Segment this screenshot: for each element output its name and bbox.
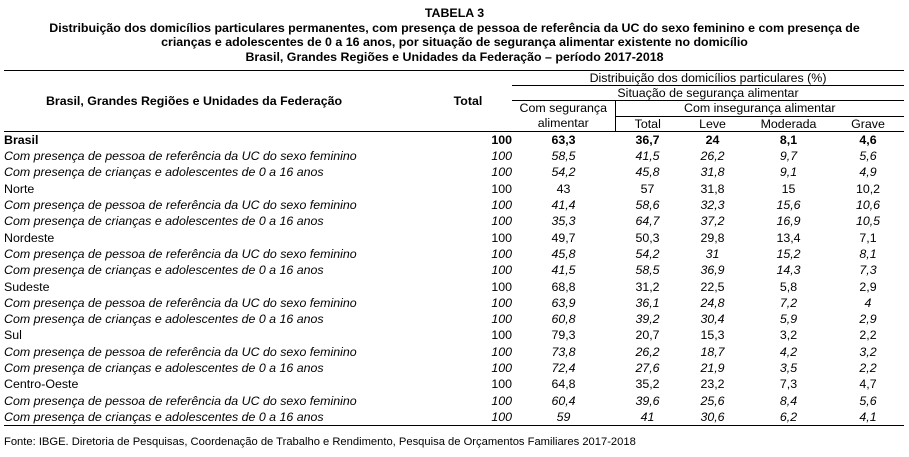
cell-grave: 7,1 — [859, 230, 877, 245]
table-row — [4, 360, 904, 376]
cell-grave: 2,9 — [859, 312, 877, 327]
cell-inseguranca-total: 26,2 — [635, 344, 660, 359]
cell-grave: 10,5 — [855, 214, 881, 229]
cell-moderada: 16,9 — [776, 214, 801, 229]
cell-moderada: 8,4 — [779, 393, 798, 408]
row-sublabel: Com presença de pessoa de referência da UC do sexo feminino — [4, 246, 357, 261]
table-number: TABELA 3 — [424, 6, 485, 20]
cell-com-seguranca: 72,4 — [551, 361, 576, 375]
cell-inseguranca-total: 58,6 — [635, 198, 660, 213]
cell-moderada: 3,2 — [779, 328, 798, 343]
table-row-region — [4, 132, 904, 149]
cell-leve: 23,2 — [700, 377, 725, 392]
cell-grave: 10,6 — [855, 198, 881, 213]
cell-com-seguranca: 60,4 — [551, 393, 576, 408]
row-region-label: Brasil — [4, 133, 39, 147]
table-row — [4, 344, 904, 360]
cell-inseguranca-total: 45,8 — [635, 165, 660, 180]
cell-leve: 32,3 — [700, 198, 725, 213]
cell-moderada: 5,9 — [779, 312, 798, 327]
row-sublabel: Com presença de crianças e adolescentes de 0 a 16 anos — [4, 263, 324, 278]
cell-leve: 30,4 — [700, 312, 725, 327]
cell-leve: 15,3 — [700, 328, 725, 343]
cell-inseguranca-total: 27,6 — [635, 361, 660, 375]
header-com-seguranca-line2: alimentar — [537, 116, 589, 130]
cell-leve: 31,8 — [700, 165, 725, 180]
cell-moderada: 7,2 — [779, 295, 798, 310]
source-note: Fonte: IBGE. Diretoria de Pesquisas, Coordenação de Trabalho e Rendimento, Pesquisa de Orçamentos Familiares 2017-2018 — [4, 436, 636, 448]
cell-total: 100 — [491, 377, 512, 392]
cell-total: 100 — [491, 361, 512, 375]
cell-com-seguranca: 73,8 — [551, 344, 576, 359]
cell-grave: 8,1 — [859, 246, 877, 261]
cell-grave: 4 — [864, 295, 872, 310]
cell-inseguranca-total: 58,5 — [635, 263, 660, 278]
table-row-region — [4, 229, 904, 245]
cell-moderada: 15,6 — [776, 198, 801, 213]
cell-com-seguranca: 41,4 — [551, 198, 576, 213]
cell-grave: 4,9 — [859, 165, 877, 180]
cell-total: 100 — [491, 393, 512, 408]
cell-total: 100 — [491, 214, 512, 229]
row-sublabel: Com presença de pessoa de referência da UC do sexo feminino — [4, 198, 357, 213]
cell-total: 100 — [491, 279, 512, 294]
cell-leve: 18,7 — [700, 344, 725, 359]
table-row — [4, 392, 904, 408]
cell-total: 100 — [491, 246, 512, 261]
row-region-label: Norte — [4, 181, 35, 196]
cell-com-seguranca: 63,9 — [551, 295, 576, 310]
header-col-grave: Grave — [832, 116, 904, 132]
cell-total: 100 — [491, 133, 512, 147]
cell-grave: 10,2 — [855, 181, 881, 196]
cell-leve: 37,2 — [700, 214, 725, 229]
row-sublabel: Com presença de crianças e adolescentes de 0 a 16 anos — [4, 165, 324, 180]
cell-inseguranca-total: 64,7 — [635, 214, 660, 229]
table-row — [4, 197, 904, 213]
cell-grave: 4,7 — [859, 377, 877, 392]
cell-com-seguranca: 49,7 — [551, 230, 576, 245]
cell-inseguranca-total: 54,2 — [635, 246, 660, 261]
table-row — [4, 164, 904, 180]
row-sublabel: Com presença de crianças e adolescentes de 0 a 16 anos — [4, 312, 324, 327]
cell-total: 100 — [491, 344, 512, 359]
header-col-leve: Leve — [680, 116, 745, 132]
row-sublabel: Com presença de crianças e adolescentes de 0 a 16 anos — [4, 409, 324, 424]
cell-inseguranca-total: 36,1 — [635, 295, 660, 310]
cell-moderada: 6,2 — [779, 409, 798, 424]
table-row-region — [4, 327, 904, 343]
cell-com-seguranca: 58,5 — [551, 149, 576, 164]
cell-moderada: 15,2 — [776, 246, 801, 261]
row-region-label: Sudeste — [4, 279, 50, 294]
cell-total: 100 — [491, 165, 512, 180]
header-row-label: Brasil, Grandes Regiões e Unidades da Federação — [4, 71, 424, 132]
cell-leve: 25,6 — [700, 393, 725, 408]
data-table — [4, 70, 904, 426]
cell-moderada: 9,1 — [779, 165, 798, 180]
cell-inseguranca-total: 35,2 — [635, 377, 660, 392]
cell-total: 100 — [491, 181, 512, 196]
cell-com-seguranca: 59 — [556, 409, 571, 424]
cell-total: 100 — [491, 198, 512, 213]
cell-leve: 36,9 — [700, 263, 725, 278]
table-row-region — [4, 376, 904, 392]
cell-com-seguranca: 45,8 — [551, 246, 576, 261]
cell-grave: 4,1 — [859, 409, 877, 424]
table-title — [0, 0, 909, 64]
cell-inseguranca-total: 39,2 — [635, 312, 660, 327]
cell-grave: 5,6 — [859, 149, 877, 164]
cell-com-seguranca: 41,5 — [551, 263, 576, 278]
cell-leve: 31 — [705, 246, 720, 261]
header-situacao: Situação de segurança alimentar — [512, 86, 904, 101]
table-row — [4, 409, 904, 426]
table-row — [4, 148, 904, 164]
cell-grave: 5,6 — [859, 393, 877, 408]
cell-leve: 31,8 — [700, 181, 725, 196]
cell-moderada: 7,3 — [779, 377, 798, 392]
table-row — [4, 311, 904, 327]
header-distribution: Distribuição dos domicílios particulares (%) — [512, 71, 904, 86]
cell-grave: 4,6 — [859, 133, 877, 147]
cell-moderada: 4,2 — [779, 344, 798, 359]
cell-com-seguranca: 63,3 — [551, 133, 576, 147]
cell-total: 100 — [491, 328, 512, 343]
cell-inseguranca-total: 36,7 — [635, 133, 660, 147]
cell-com-seguranca: 35,3 — [551, 214, 576, 229]
cell-inseguranca-total: 31,2 — [635, 279, 660, 294]
cell-inseguranca-total: 39,6 — [635, 393, 660, 408]
table-row-region — [4, 278, 904, 294]
row-region-label: Sul — [4, 328, 22, 343]
cell-leve: 21,9 — [700, 361, 725, 375]
cell-moderada: 5,8 — [779, 279, 798, 294]
cell-total: 100 — [491, 149, 512, 164]
row-sublabel: Com presença de crianças e adolescentes de 0 a 16 anos — [4, 361, 324, 375]
cell-inseguranca-total: 41 — [640, 409, 655, 424]
row-sublabel: Com presença de pessoa de referência da UC do sexo feminino — [4, 393, 357, 408]
table-row — [4, 246, 904, 262]
cell-com-seguranca: 79,3 — [551, 328, 576, 343]
cell-inseguranca-total: 20,7 — [635, 328, 660, 343]
table-row — [4, 262, 904, 278]
cell-total: 100 — [491, 409, 512, 424]
table-row — [4, 295, 904, 311]
cell-leve: 24,8 — [700, 295, 725, 310]
cell-grave: 7,3 — [859, 263, 877, 278]
header-com-inseguranca: Com insegurança alimentar — [615, 101, 904, 117]
cell-leve: 26,2 — [700, 149, 725, 164]
cell-com-seguranca: 60,8 — [551, 312, 576, 327]
header-col-moderada: Moderada — [745, 116, 832, 132]
cell-grave: 3,2 — [859, 344, 877, 359]
header-com-seguranca-line1: Com segurança — [519, 101, 607, 115]
table-row — [4, 213, 904, 229]
row-sublabel: Com presença de crianças e adolescentes de 0 a 16 anos — [4, 214, 324, 229]
cell-moderada: 13,4 — [776, 230, 801, 245]
cell-moderada: 9,7 — [779, 149, 798, 164]
title-line-1: Distribuição dos domicílios particulares permanentes, com presença de pessoa de referência da UC do sexo feminino e com presença de — [49, 20, 860, 35]
row-sublabel: Com presença de pessoa de referência da UC do sexo feminino — [4, 149, 357, 164]
cell-leve: 29,8 — [700, 230, 725, 245]
cell-inseguranca-total: 50,3 — [635, 230, 660, 245]
header-col-total: Total — [615, 116, 680, 132]
title-line-3: Brasil, Grandes Regiões e Unidades da Federação – período 2017-2018 — [245, 49, 664, 64]
header-total: Total — [424, 71, 512, 132]
table-body — [4, 132, 904, 426]
cell-leve: 22,5 — [700, 279, 725, 294]
cell-leve: 24 — [705, 133, 720, 147]
cell-com-seguranca: 43 — [556, 181, 571, 196]
cell-grave: 2,2 — [859, 328, 877, 343]
cell-moderada: 15 — [781, 181, 796, 196]
cell-grave: 2,9 — [859, 279, 877, 294]
title-line-2: crianças e adolescentes de 0 a 16 anos, por situação de segurança alimentar existente no domicílio — [161, 35, 748, 50]
table-row-region — [4, 181, 904, 197]
cell-leve: 30,6 — [700, 409, 725, 424]
cell-total: 100 — [491, 230, 512, 245]
cell-com-seguranca: 68,8 — [551, 279, 576, 294]
cell-total: 100 — [491, 295, 512, 310]
cell-com-seguranca: 54,2 — [551, 165, 576, 180]
cell-grave: 2,2 — [859, 361, 877, 375]
cell-inseguranca-total: 57 — [640, 181, 655, 196]
cell-com-seguranca: 64,8 — [551, 377, 576, 392]
row-region-label: Nordeste — [4, 230, 55, 245]
header-com-seguranca — [512, 101, 615, 132]
cell-moderada: 14,3 — [776, 263, 801, 278]
row-sublabel: Com presença de pessoa de referência da UC do sexo feminino — [4, 344, 357, 359]
cell-inseguranca-total: 41,5 — [635, 149, 660, 164]
cell-total: 100 — [491, 312, 512, 327]
cell-moderada: 3,5 — [779, 361, 798, 375]
row-region-label: Centro-Oeste — [4, 377, 79, 392]
cell-total: 100 — [491, 263, 512, 278]
row-sublabel: Com presença de pessoa de referência da UC do sexo feminino — [4, 295, 357, 310]
cell-moderada: 8,1 — [779, 133, 798, 147]
